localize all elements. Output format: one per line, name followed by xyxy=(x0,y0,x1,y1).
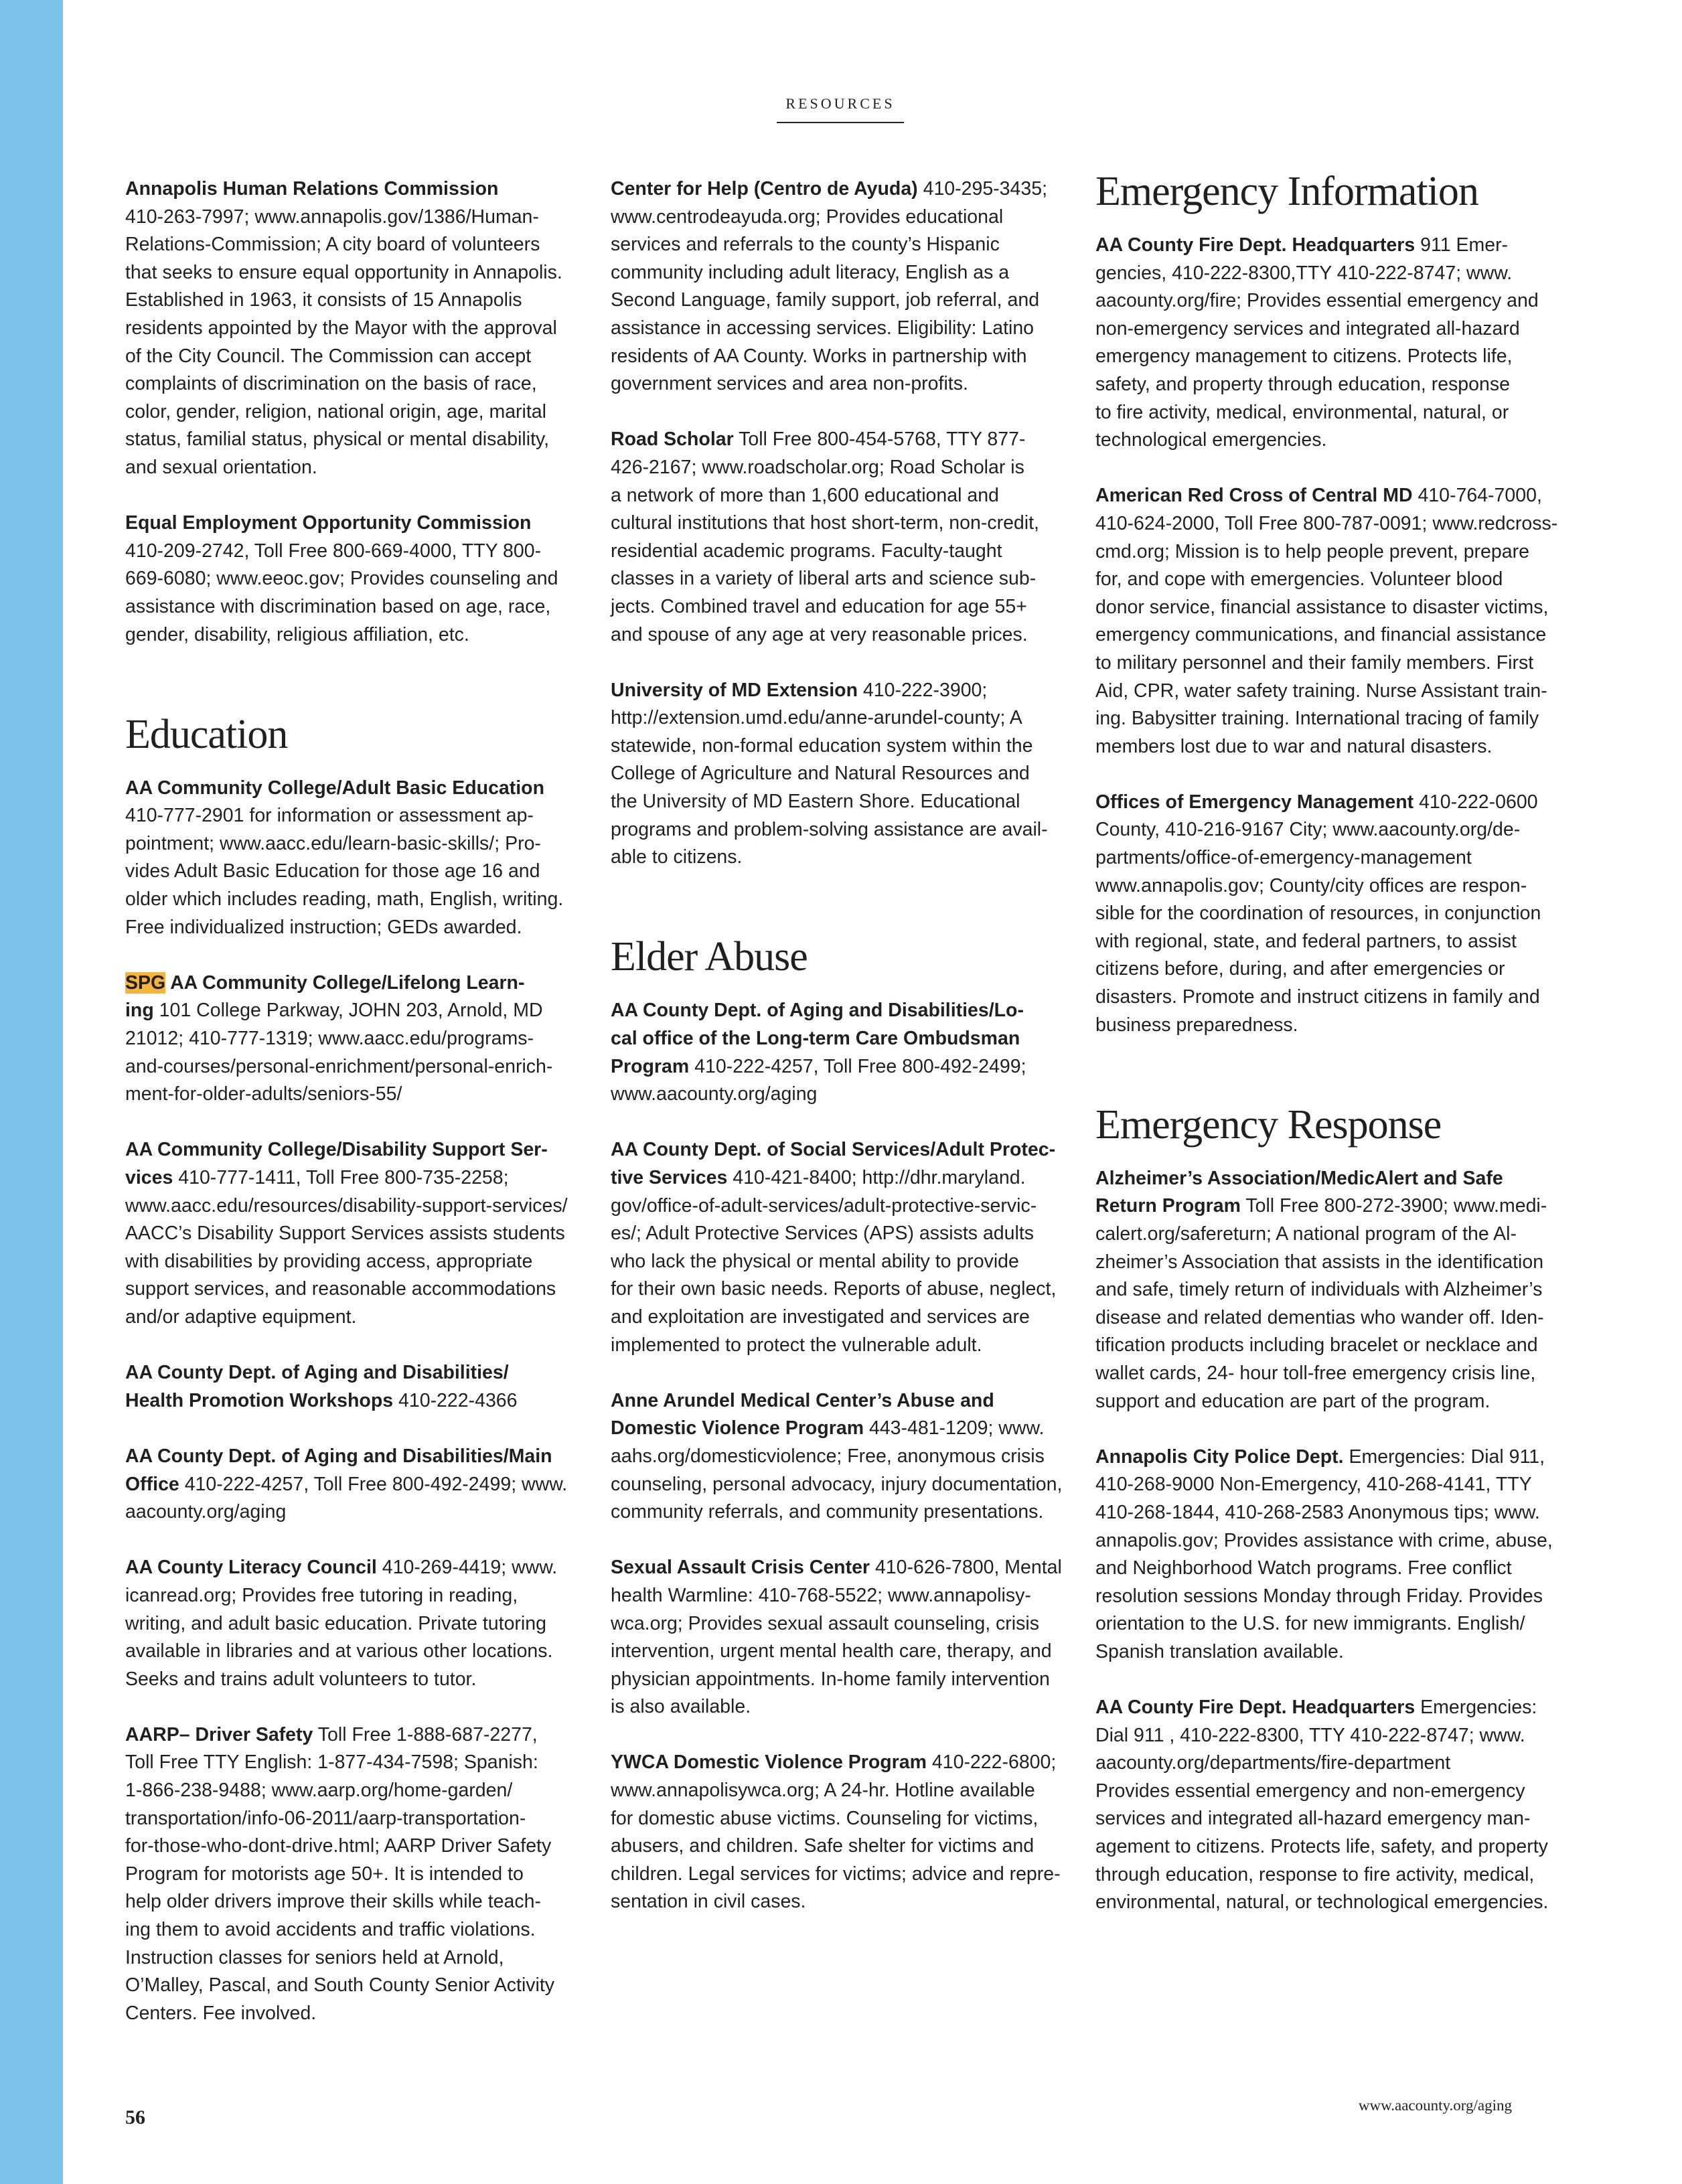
entry-line: 410-222-4257, Toll Free 800-492-2499; www. xyxy=(184,1473,568,1495)
entry-line: residents appointed by the Mayor with the approval xyxy=(125,317,557,339)
entry-line: O’Malley, Pascal, and South County Senior Activity xyxy=(125,1974,555,1997)
entry-title: vices xyxy=(125,1167,173,1188)
entry-line: 410-269-4419; www. xyxy=(382,1557,558,1579)
entry-title: YWCA Domestic Violence Program xyxy=(611,1751,927,1774)
entry-line: help older drivers improve their skills while teach- xyxy=(125,1891,541,1913)
resource-entry xyxy=(611,1387,1079,1527)
entry-line: 410-295-3435; xyxy=(923,178,1047,200)
entry-title: Sexual Assault Crisis Center xyxy=(611,1557,870,1579)
entry-line: government services and area non-profits. xyxy=(611,373,968,395)
entry-line: Emergencies: xyxy=(1420,1697,1537,1719)
entry-title: AA Community College/Adult Basic Education xyxy=(125,777,544,799)
entry-line: assistance in accessing services. Eligibility: Latino xyxy=(611,317,1035,339)
entry-title: Road Scholar xyxy=(611,428,734,451)
entry-line: intervention, urgent mental health care, therapy, and xyxy=(611,1640,1052,1662)
column-left xyxy=(125,175,594,2055)
entry-line: www.aacc.edu/resources/disability-support-services/ xyxy=(125,1194,568,1217)
entry-line: members lost due to war and natural disasters. xyxy=(1095,735,1493,757)
entry-line: 21012; 410-777-1319; www.aacc.edu/programs- xyxy=(125,1028,534,1050)
entry-line: 410-222-3900; xyxy=(862,679,988,701)
resource-entry xyxy=(611,426,1079,649)
entry-line: www.centrodeayuda.org; Provides educational xyxy=(611,206,1004,228)
entry-line: cmd.org; Mission is to help people prevent, prepare xyxy=(1095,540,1529,562)
resource-entry xyxy=(125,969,594,1109)
entry-line: calert.org/safereturn; A national program of the Al- xyxy=(1095,1223,1517,1245)
entry-line: 410-626-7800, Mental xyxy=(874,1557,1062,1579)
entry-line: classes in a variety of liberal arts and science sub- xyxy=(611,568,1037,590)
entry-line: 101 College Parkway, JOHN 203, Arnold, MD xyxy=(159,1000,543,1022)
resource-entry xyxy=(125,1443,594,1527)
entry-line: orientation to the U.S. for new immigrants. English/ xyxy=(1095,1613,1525,1635)
entry-line: es/; Adult Protective Services (APS) assists adults xyxy=(611,1223,1034,1245)
entry-line: assistance with discrimination based on age, race, xyxy=(125,595,551,617)
entry-line: complaints of discrimination on the basis of race, xyxy=(125,373,537,395)
section-heading: Emergency Information xyxy=(1095,169,1478,214)
entry-line: 443-481-1209; www. xyxy=(868,1417,1045,1439)
entry-title: Equal Employment Opportunity Commission xyxy=(125,512,532,534)
entry-title: AA County Literacy Council xyxy=(125,1557,377,1579)
entry-line: health Warmline: 410-768-5522; www.annapolisy- xyxy=(611,1584,1031,1606)
entry-line: wca.org; Provides sexual assault counseling, crisis xyxy=(611,1612,1039,1634)
entry-line: disasters. Promote and instruct citizens in family and xyxy=(1095,986,1540,1008)
resource-entry xyxy=(125,1554,594,1693)
entry-line: aacounty.org/aging xyxy=(125,1501,287,1523)
entry-line: AACC’s Disability Support Services assists students xyxy=(125,1223,565,1245)
entry-line: jects. Combined travel and education for age 55+ xyxy=(611,595,1027,617)
entry-title: Office xyxy=(125,1473,179,1495)
entry-line: that seeks to ensure equal opportunity in Annapolis. xyxy=(125,261,562,283)
entry-line: Established in 1963, it consists of 15 Annapolis xyxy=(125,289,522,311)
entry-line: ing them to avoid accidents and traffic violations. xyxy=(125,1919,536,1941)
entry-line: pointment; www.aacc.edu/learn-basic-skills/; Pro- xyxy=(125,832,541,854)
entry-line: who lack the physical or mental ability to provide xyxy=(611,1250,1019,1272)
section-heading: Emergency Response xyxy=(1095,1101,1442,1148)
entry-line: Instruction classes for seniors held at Arnold, xyxy=(125,1946,504,1968)
resource-entry xyxy=(125,510,594,649)
entry-line: emergency communications, and financial assistance xyxy=(1095,624,1547,646)
entry-title: American Red Cross of Central MD xyxy=(1095,485,1413,507)
entry-title: Anne Arundel Medical Center’s Abuse and xyxy=(611,1389,994,1411)
entry-line: ing. Babysitter training. International tracing of family xyxy=(1095,708,1539,730)
entry-line: College of Agriculture and Natural Resources and xyxy=(611,763,1030,785)
entry-title: AA County Fire Dept. Headquarters xyxy=(1095,1697,1416,1719)
entry-title: Health Promotion Workshops xyxy=(125,1389,394,1411)
entry-line: 410-222-6800; xyxy=(931,1751,1057,1774)
entry-line: and exploitation are investigated and services are xyxy=(611,1306,1030,1328)
entry-title: Domestic Violence Program xyxy=(611,1417,864,1439)
entry-title: cal office of the Long-term Care Ombudsman xyxy=(611,1028,1020,1050)
entry-line: 410-777-2901 for information or assessment ap- xyxy=(125,805,534,827)
entry-line: aacounty.org/departments/fire-department xyxy=(1095,1752,1451,1774)
entry-title: Annapolis City Police Dept. xyxy=(1095,1446,1344,1468)
resource-entry xyxy=(611,1749,1079,1916)
running-head: RESOURCES xyxy=(777,95,904,123)
resource-entry xyxy=(1095,482,1571,761)
entry-line: Spanish translation available. xyxy=(1095,1640,1344,1662)
entry-line: abusers, and children. Safe shelter for victims and xyxy=(611,1835,1035,1857)
resource-entry xyxy=(1095,1694,1571,1917)
entry-title: University of MD Extension xyxy=(611,679,858,701)
resource-entry xyxy=(611,997,1079,1108)
entry-title: AA Community College/Disability Support Ser- xyxy=(125,1139,548,1161)
entry-line: writing, and adult basic education. Private tutoring xyxy=(125,1612,546,1634)
entry-line: is also available. xyxy=(611,1696,751,1718)
entry-line: 410-222-4257, Toll Free 800-492-2499; xyxy=(694,1055,1026,1077)
entry-line: 410-421-8400; http://dhr.maryland. xyxy=(733,1167,1026,1188)
entry-line: Program for motorists age 50+. It is intended to xyxy=(125,1863,524,1885)
entry-title: AA County Dept. of Aging and Disabilities/ xyxy=(125,1362,509,1384)
entry-line: icanread.org; Provides free tutoring in reading, xyxy=(125,1584,518,1606)
resource-entry xyxy=(1095,1165,1571,1415)
entry-line: Second Language, family support, job referral, and xyxy=(611,289,1040,311)
entry-line: status, familial status, physical or mental disability, xyxy=(125,428,550,451)
entry-line: aahs.org/domesticviolence; Free, anonymous crisis xyxy=(611,1445,1045,1467)
resource-entry xyxy=(611,677,1079,872)
entry-line: 410-222-0600 xyxy=(1419,791,1538,813)
page-number: 56 xyxy=(125,2106,145,2128)
entry-title: AA County Dept. of Aging and Disabilities/Main xyxy=(125,1445,552,1467)
entry-line: business preparedness. xyxy=(1095,1014,1298,1036)
entry-line: Toll Free TTY English: 1-877-434-7598; Spanish: xyxy=(125,1751,538,1774)
entry-line: gencies, 410-222-8300,TTY 410-222-8747; www. xyxy=(1095,262,1513,284)
entry-title: Center for Help (Centro de Ayuda) xyxy=(611,178,918,200)
entry-line: services and referrals to the county’s Hispanic xyxy=(611,234,1000,256)
entry-line: for their own basic needs. Reports of abuse, neglect, xyxy=(611,1278,1057,1300)
entry-title: AA Community College/Lifelong Learn- xyxy=(170,971,525,994)
entry-line: statewide, non-formal education system within the xyxy=(611,734,1033,757)
entry-line: gov/office-of-adult-services/adult-protective-servic- xyxy=(611,1194,1037,1217)
entry-line: the University of MD Eastern Shore. Educational xyxy=(611,791,1020,813)
entry-line: to military personnel and their family members. First xyxy=(1095,651,1534,674)
entry-line: wallet cards, 24- hour toll-free emergency crisis line, xyxy=(1095,1362,1536,1384)
entry-line: 410-222-4366 xyxy=(398,1389,518,1411)
entry-line: 410-268-9000 Non-Emergency, 410-268-4141, TTY xyxy=(1095,1474,1532,1496)
entry-line: available in libraries and at various other locations. xyxy=(125,1640,553,1662)
entry-line: for-those-who-dont-drive.html; AARP Driver Safety xyxy=(125,1835,552,1857)
entry-line: safety, and property through education, response xyxy=(1095,373,1510,395)
entry-title: ing xyxy=(125,1000,154,1022)
entry-line: residential academic programs. Faculty-taught xyxy=(611,540,1002,562)
entry-title: tive Services xyxy=(611,1167,728,1188)
entry-line: community including adult literacy, English as a xyxy=(611,261,1010,283)
entry-line: 410-777-1411, Toll Free 800-735-2258; xyxy=(178,1167,509,1188)
entry-line: Toll Free 1-888-687-2277, xyxy=(317,1723,538,1745)
entry-line: 669-6080; www.eeoc.gov; Provides counseling and xyxy=(125,568,558,590)
entry-line: Toll Free 800-454-5768, TTY 877- xyxy=(739,428,1026,451)
entry-line: gender, disability, religious affiliation, etc. xyxy=(125,623,469,645)
entry-line: 1-866-238-9488; www.aarp.org/home-garden/ xyxy=(125,1780,513,1802)
entry-line: Toll Free 800-272-3900; www.medi- xyxy=(1245,1195,1547,1217)
entry-line: through education, response to fire activity, medical, xyxy=(1095,1863,1535,1885)
entry-line: community referrals, and community presentations. xyxy=(611,1501,1044,1523)
entry-line: 410-268-1844, 410-268-2583 Anonymous tips; www. xyxy=(1095,1501,1540,1523)
entry-line: ment-for-older-adults/seniors-55/ xyxy=(125,1083,402,1105)
entry-title: Annapolis Human Relations Commission xyxy=(125,178,499,200)
entry-title: Offices of Emergency Management xyxy=(1095,791,1414,813)
entry-line: transportation/info-06-2011/aarp-transportation- xyxy=(125,1807,526,1829)
entry-line: donor service, financial assistance to disaster victims, xyxy=(1095,596,1549,618)
entry-line: resolution sessions Monday through Friday. Provides xyxy=(1095,1585,1543,1607)
entry-line: sentation in civil cases. xyxy=(611,1891,806,1913)
entry-line: citizens before, during, and after emergencies or xyxy=(1095,958,1505,980)
entry-line: with regional, state, and federal partners, to assist xyxy=(1095,930,1517,952)
entry-line: and spouse of any age at very reasonable prices. xyxy=(611,623,1028,645)
entry-line: environmental, natural, or technological emergencies. xyxy=(1095,1891,1549,1914)
entry-line: and safe, timely return of individuals with Alzheimer’s xyxy=(1095,1279,1543,1301)
entry-line: with disabilities by providing access, appropriate xyxy=(125,1250,533,1272)
entry-line: residents of AA County. Works in partnership with xyxy=(611,345,1027,367)
entry-line: agement to citizens. Protects life, safety, and property xyxy=(1095,1836,1548,1858)
entry-title: AA County Dept. of Aging and Disabilities/Lo- xyxy=(611,1000,1024,1022)
entry-line: implemented to protect the vulnerable adult. xyxy=(611,1334,982,1356)
spg-badge: SPG xyxy=(125,971,166,994)
section-heading: Education xyxy=(125,711,288,757)
entry-line: physician appointments. In-home family intervention xyxy=(611,1668,1050,1690)
entry-line: and Neighborhood Watch programs. Free conflict xyxy=(1095,1557,1512,1579)
resource-entry xyxy=(1095,1444,1571,1666)
entry-line: tification products including bracelet or necklace and xyxy=(1095,1334,1538,1356)
entry-line: 426-2167; www.roadscholar.org; Road Scholar is xyxy=(611,456,1024,478)
entry-line: aacounty.org/fire; Provides essential emergency and xyxy=(1095,290,1539,312)
resource-entry xyxy=(125,775,594,942)
entry-line: Relations-Commission; A city board of volunteers xyxy=(125,234,540,256)
entry-line: color, gender, religion, national origin, age, marital xyxy=(125,400,546,422)
entry-line: Free individualized instruction; GEDs awarded. xyxy=(125,916,522,938)
entry-line: Provides essential emergency and non-emergency xyxy=(1095,1780,1525,1802)
entry-line: http://extension.umd.edu/anne-arundel-county; A xyxy=(611,707,1022,729)
entry-line: support services, and reasonable accommodations xyxy=(125,1278,556,1300)
entry-line: Seeks and trains adult volunteers to tutor. xyxy=(125,1668,477,1690)
entry-line: 911 Emer- xyxy=(1420,234,1509,256)
entry-line: www.annapolis.gov; County/city offices are respon- xyxy=(1095,874,1527,896)
resource-entry xyxy=(611,1554,1079,1721)
resource-entry xyxy=(1095,232,1571,455)
resource-entry xyxy=(125,175,594,482)
entry-line: and-courses/personal-enrichment/personal-enrich- xyxy=(125,1055,553,1077)
entry-line: for domestic abuse victims. Counseling for victims, xyxy=(611,1807,1039,1829)
entry-line: and/or adaptive equipment. xyxy=(125,1306,357,1328)
entry-line: older which includes reading, math, English, writing. xyxy=(125,888,564,911)
entry-line: annapolis.gov; Provides assistance with crime, abuse, xyxy=(1095,1529,1553,1551)
entry-line: of the City Council. The Commission can accept xyxy=(125,345,532,367)
entry-line: Dial 911 , 410-222-8300, TTY 410-222-8747; www. xyxy=(1095,1724,1525,1746)
section-heading: Elder Abuse xyxy=(611,934,808,980)
entry-line: Centers. Fee involved. xyxy=(125,2002,317,2024)
entry-line: children. Legal services for victims; advice and repre- xyxy=(611,1863,1061,1885)
entry-line: to fire activity, medical, environmental, natural, or xyxy=(1095,401,1509,423)
entry-line: disease and related dementias who wander off. Iden- xyxy=(1095,1306,1544,1328)
entry-line: Aid, CPR, water safety training. Nurse Assistant train- xyxy=(1095,680,1547,702)
entry-line: www.annapolisywca.org; A 24-hr. Hotline available xyxy=(611,1780,1035,1802)
resource-entry xyxy=(125,1721,594,2028)
resource-entry xyxy=(611,1136,1079,1359)
entry-line: technological emergencies. xyxy=(1095,429,1327,451)
resource-entry xyxy=(125,1136,594,1331)
entry-line: County, 410-216-9167 City; www.aacounty.org/de- xyxy=(1095,819,1521,841)
entry-line: 410-209-2742, Toll Free 800-669-4000, TTY 800- xyxy=(125,540,542,562)
entry-line: 410-624-2000, Toll Free 800-787-0091; www.redcross- xyxy=(1095,512,1558,534)
column-right xyxy=(1095,167,1571,1944)
resource-entry xyxy=(611,175,1079,398)
entry-line: a network of more than 1,600 educational and xyxy=(611,484,999,506)
entry-line: Emergencies: Dial 911, xyxy=(1349,1446,1545,1468)
entry-title: AA County Dept. of Social Services/Adult Protec- xyxy=(611,1139,1056,1161)
entry-line: www.aacounty.org/aging xyxy=(611,1083,818,1105)
entry-title: Alzheimer’s Association/MedicAlert and Safe xyxy=(1095,1167,1503,1189)
entry-title: Program xyxy=(611,1055,690,1077)
entry-line: counseling, personal advocacy, injury documentation, xyxy=(611,1473,1063,1495)
entry-line: services and integrated all-hazard emergency man- xyxy=(1095,1808,1531,1830)
entry-line: partments/office-of-emergency-management xyxy=(1095,847,1472,869)
entry-line: emergency management to citizens. Protects life, xyxy=(1095,345,1513,368)
entry-line: cultural institutions that host short-term, non-credit, xyxy=(611,512,1039,534)
entry-line: non-emergency services and integrated all-hazard xyxy=(1095,317,1520,339)
entry-line: vides Adult Basic Education for those age 16 and xyxy=(125,860,540,882)
side-color-bar xyxy=(0,0,63,2184)
entry-title: AARP– Driver Safety xyxy=(125,1723,313,1745)
entry-line: sible for the coordination of resources, in conjunction xyxy=(1095,903,1541,925)
entry-line: able to citizens. xyxy=(611,846,743,868)
resource-entry xyxy=(1095,789,1571,1039)
entry-line: 410-263-7997; www.annapolis.gov/1386/Human- xyxy=(125,206,539,228)
entry-line: for, and cope with emergencies. Volunteer blood xyxy=(1095,568,1503,591)
column-middle xyxy=(611,175,1079,1944)
entry-line: 410-764-7000, xyxy=(1418,485,1542,507)
entry-line: zheimer’s Association that assists in the identification xyxy=(1095,1251,1544,1273)
entry-title: Return Program xyxy=(1095,1195,1241,1217)
entry-line: programs and problem-solving assistance are avail- xyxy=(611,818,1048,840)
resource-entry xyxy=(125,1359,594,1415)
footer-url: www.aacounty.org/aging xyxy=(1358,2097,1512,2114)
entry-line: and sexual orientation. xyxy=(125,456,317,478)
entry-line: support and education are part of the program. xyxy=(1095,1390,1490,1412)
entry-title: AA County Fire Dept. Headquarters xyxy=(1095,234,1416,256)
